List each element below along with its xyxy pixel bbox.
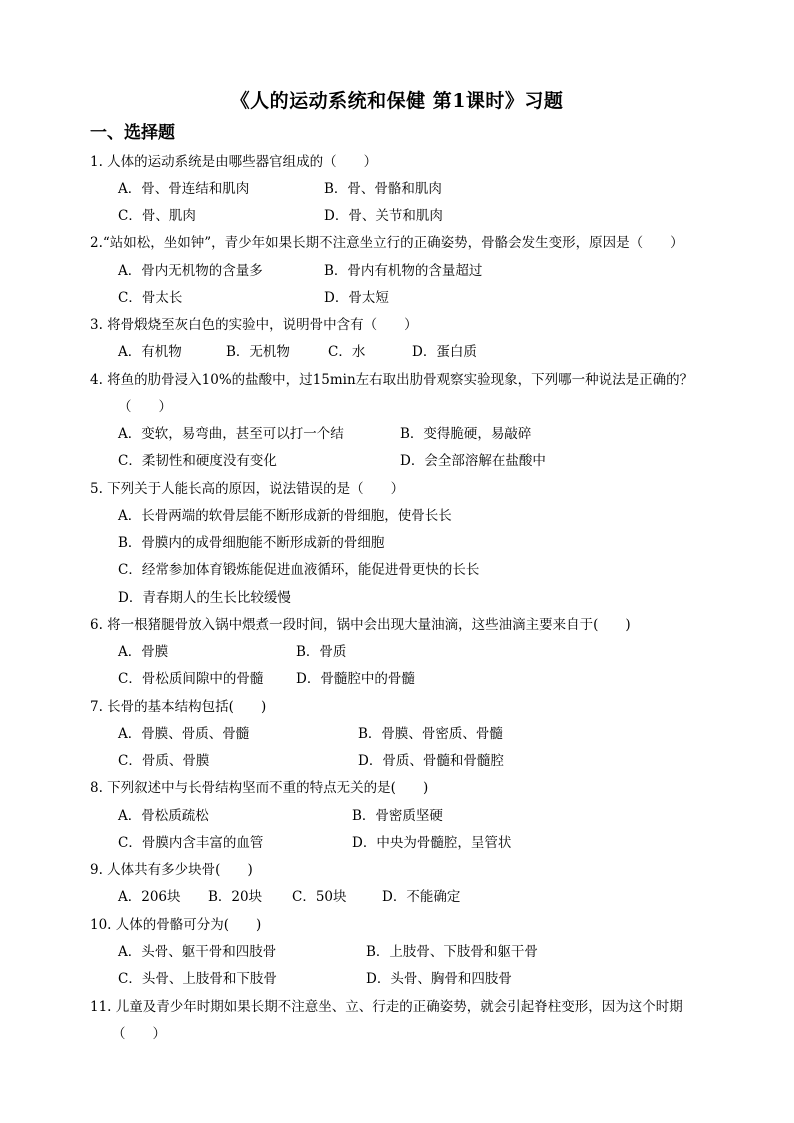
- option-c: C．柔韧性和硬度没有变化: [118, 453, 277, 469]
- option-d: D．骨质、骨髓和骨髓腔: [358, 753, 504, 769]
- option-c: C．骨松质间隙中的骨髓: [118, 671, 264, 687]
- question-stem-continued: （ ）: [112, 1026, 166, 1042]
- option-b: B．骨质: [296, 644, 347, 660]
- option-c: C．50块: [292, 889, 347, 905]
- option-a: A．骨膜: [118, 644, 169, 660]
- option-a: A．骨松质疏松: [118, 808, 209, 824]
- option-d: D．青春期人的生长比较缓慢: [118, 590, 291, 606]
- option-b: B．骨膜、骨密质、骨髓: [358, 726, 503, 742]
- option-c: C．骨太长: [118, 290, 183, 306]
- option-a: A．骨膜、骨质、骨髓: [118, 726, 250, 742]
- question-stem: 7. 长骨的基本结构包括( ): [90, 699, 267, 715]
- option-a: A．骨内无机物的含量多: [118, 263, 263, 279]
- option-b: B．骨、骨骼和肌肉: [324, 181, 442, 197]
- option-d: D．会全部溶解在盐酸中: [400, 453, 546, 469]
- option-a: A．变软，易弯曲，甚至可以打一个结: [118, 426, 344, 442]
- question-stem: 2.“站如松，坐如钟”，青少年如果长期不注意坐立行的正确姿势，骨骼会发生变形，原因是（ ）: [90, 235, 684, 251]
- option-a: A．骨、骨连结和肌肉: [118, 181, 250, 197]
- option-d: D．骨太短: [324, 290, 389, 306]
- question-stem: 11. 儿童及青少年时期如果长期不注意坐、立、行走的正确姿势，就会引起脊柱变形，因为这个时期: [90, 999, 683, 1015]
- option-a: A．头骨、躯干骨和四肢骨: [118, 944, 277, 960]
- option-d: D．骨、关节和肌肉: [324, 208, 443, 224]
- option-b: B．骨膜内的成骨细胞能不断形成新的骨细胞: [118, 535, 385, 551]
- option-b: B．骨密质坚硬: [352, 808, 443, 824]
- question-stem: 4. 将鱼的肋骨浸入10%的盐酸中，过15min左右取出肋骨观察实验现象，下列哪一种说法是正确的？: [90, 372, 694, 388]
- option-a: A．206块: [118, 889, 181, 905]
- question-stem-continued: （ ）: [118, 399, 172, 415]
- option-d: D．骨髓腔中的骨髓: [296, 671, 415, 687]
- option-a: A．有机物: [118, 344, 182, 360]
- question-stem: 3. 将骨煅烧至灰白色的实验中，说明骨中含有（ ）: [90, 317, 418, 333]
- option-b: B．骨内有机物的含量超过: [324, 263, 483, 279]
- question-stem: 5. 下列关于人能长高的原因，说法错误的是（ ）: [90, 481, 405, 497]
- question-stem: 1. 人体的运动系统是由哪些器官组成的（ ）: [90, 154, 378, 170]
- section-heading: 一、选择题: [90, 123, 175, 143]
- option-c: C．头骨、上肢骨和下肢骨: [118, 971, 277, 987]
- option-b: B．20块: [208, 889, 263, 905]
- option-b: B．无机物: [226, 344, 290, 360]
- question-stem: 8. 下列叙述中与长骨结构坚而不重的特点无关的是( ): [90, 780, 429, 796]
- question-stem: 9. 人体共有多少块骨( ): [90, 862, 253, 878]
- option-d: D．不能确定: [382, 889, 461, 905]
- document-title: 《人的运动系统和保健 第1课时》习题: [230, 90, 564, 112]
- option-b: B．变得脆硬，易敲碎: [400, 426, 532, 442]
- option-a: A．长骨两端的软骨层能不断形成新的骨细胞，使骨长长: [118, 508, 452, 524]
- option-d: D．中央为骨髓腔，呈管状: [352, 835, 512, 851]
- option-c: C．骨膜内含丰富的血管: [118, 835, 264, 851]
- option-c: C．经常参加体育锻炼能促进血液循环，能促进骨更快的长长: [118, 562, 480, 578]
- option-b: B．上肢骨、下肢骨和躯干骨: [366, 944, 538, 960]
- option-d: D．蛋白质: [412, 344, 477, 360]
- option-c: C．水: [328, 344, 366, 360]
- option-c: C．骨、肌肉: [118, 208, 196, 224]
- option-c: C．骨质、骨膜: [118, 753, 210, 769]
- question-stem: 10. 人体的骨骼可分为( ): [90, 917, 262, 933]
- option-d: D．头骨、胸骨和四肢骨: [366, 971, 512, 987]
- question-stem: 6. 将一根猪腿骨放入锅中煨煮一段时间，锅中会出现大量油滴，这些油滴主要来自于( ): [90, 617, 631, 633]
